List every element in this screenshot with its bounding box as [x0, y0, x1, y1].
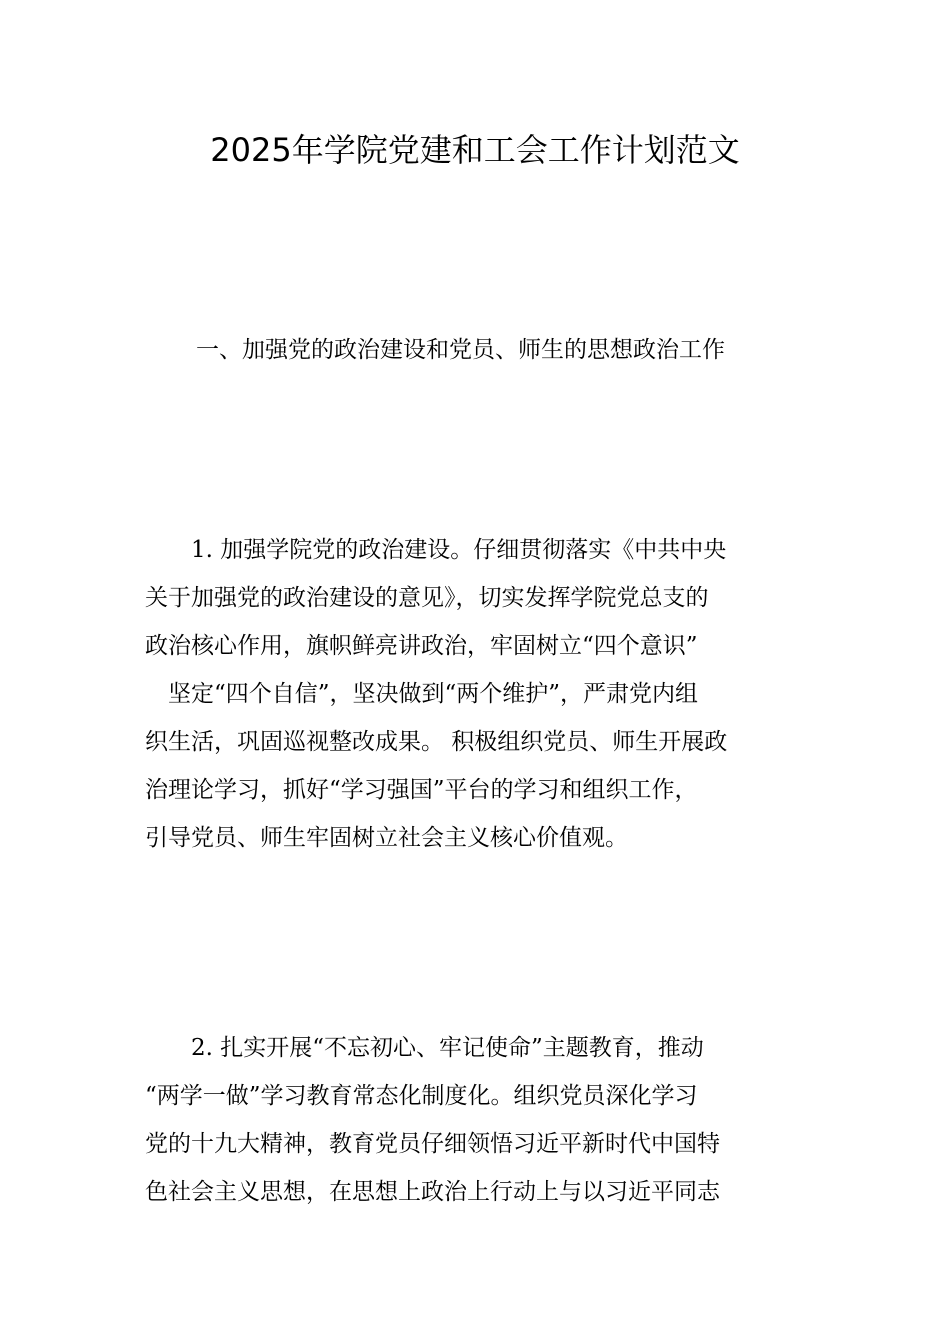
paragraph-line: 关于加强党的政治建设的意见》，切实发挥学院党总支的	[145, 585, 709, 611]
paragraph-2	[145, 1024, 810, 1216]
paragraph-line: 坚定“四个自信”，坚决做到“两个维护”，严肃党内组	[145, 681, 699, 707]
paragraph-line: 织生活，巩固巡视整改成果。 积极组织党员、师生开展政	[145, 729, 728, 755]
section-heading-1: 一、加强党的政治建设和党员、师生的思想政治工作	[196, 337, 725, 363]
paragraph-line: 2. 扎实开展“不忘初心、牢记使命”主题教育，推动	[145, 1035, 704, 1061]
paragraph-line: 引导党员、师生牢固树立社会主义核心价值观。	[145, 825, 628, 851]
paragraph-line: “两学一做”学习教育常态化制度化。组织党员深化学习	[145, 1083, 698, 1109]
paragraph-1	[145, 526, 810, 862]
paragraph-line: 治理论学习，抓好“学习强国”平台的学习和组织工作，	[145, 777, 698, 803]
paragraph-line: 1. 加强学院党的政治建设。仔细贯彻落实《中共中央	[145, 537, 727, 563]
paragraph-line: 政治核心作用，旗帜鲜亮讲政治，牢固树立“四个意识”	[145, 633, 698, 659]
paragraph-line: 党的十九大精神，教育党员仔细领悟习近平新时代中国特	[145, 1131, 720, 1157]
paragraph-line: 色社会主义思想，在思想上政治上行动上与以习近平同志	[145, 1179, 720, 1205]
document-title: 2025年学院党建和工会工作计划范文	[210, 131, 740, 169]
